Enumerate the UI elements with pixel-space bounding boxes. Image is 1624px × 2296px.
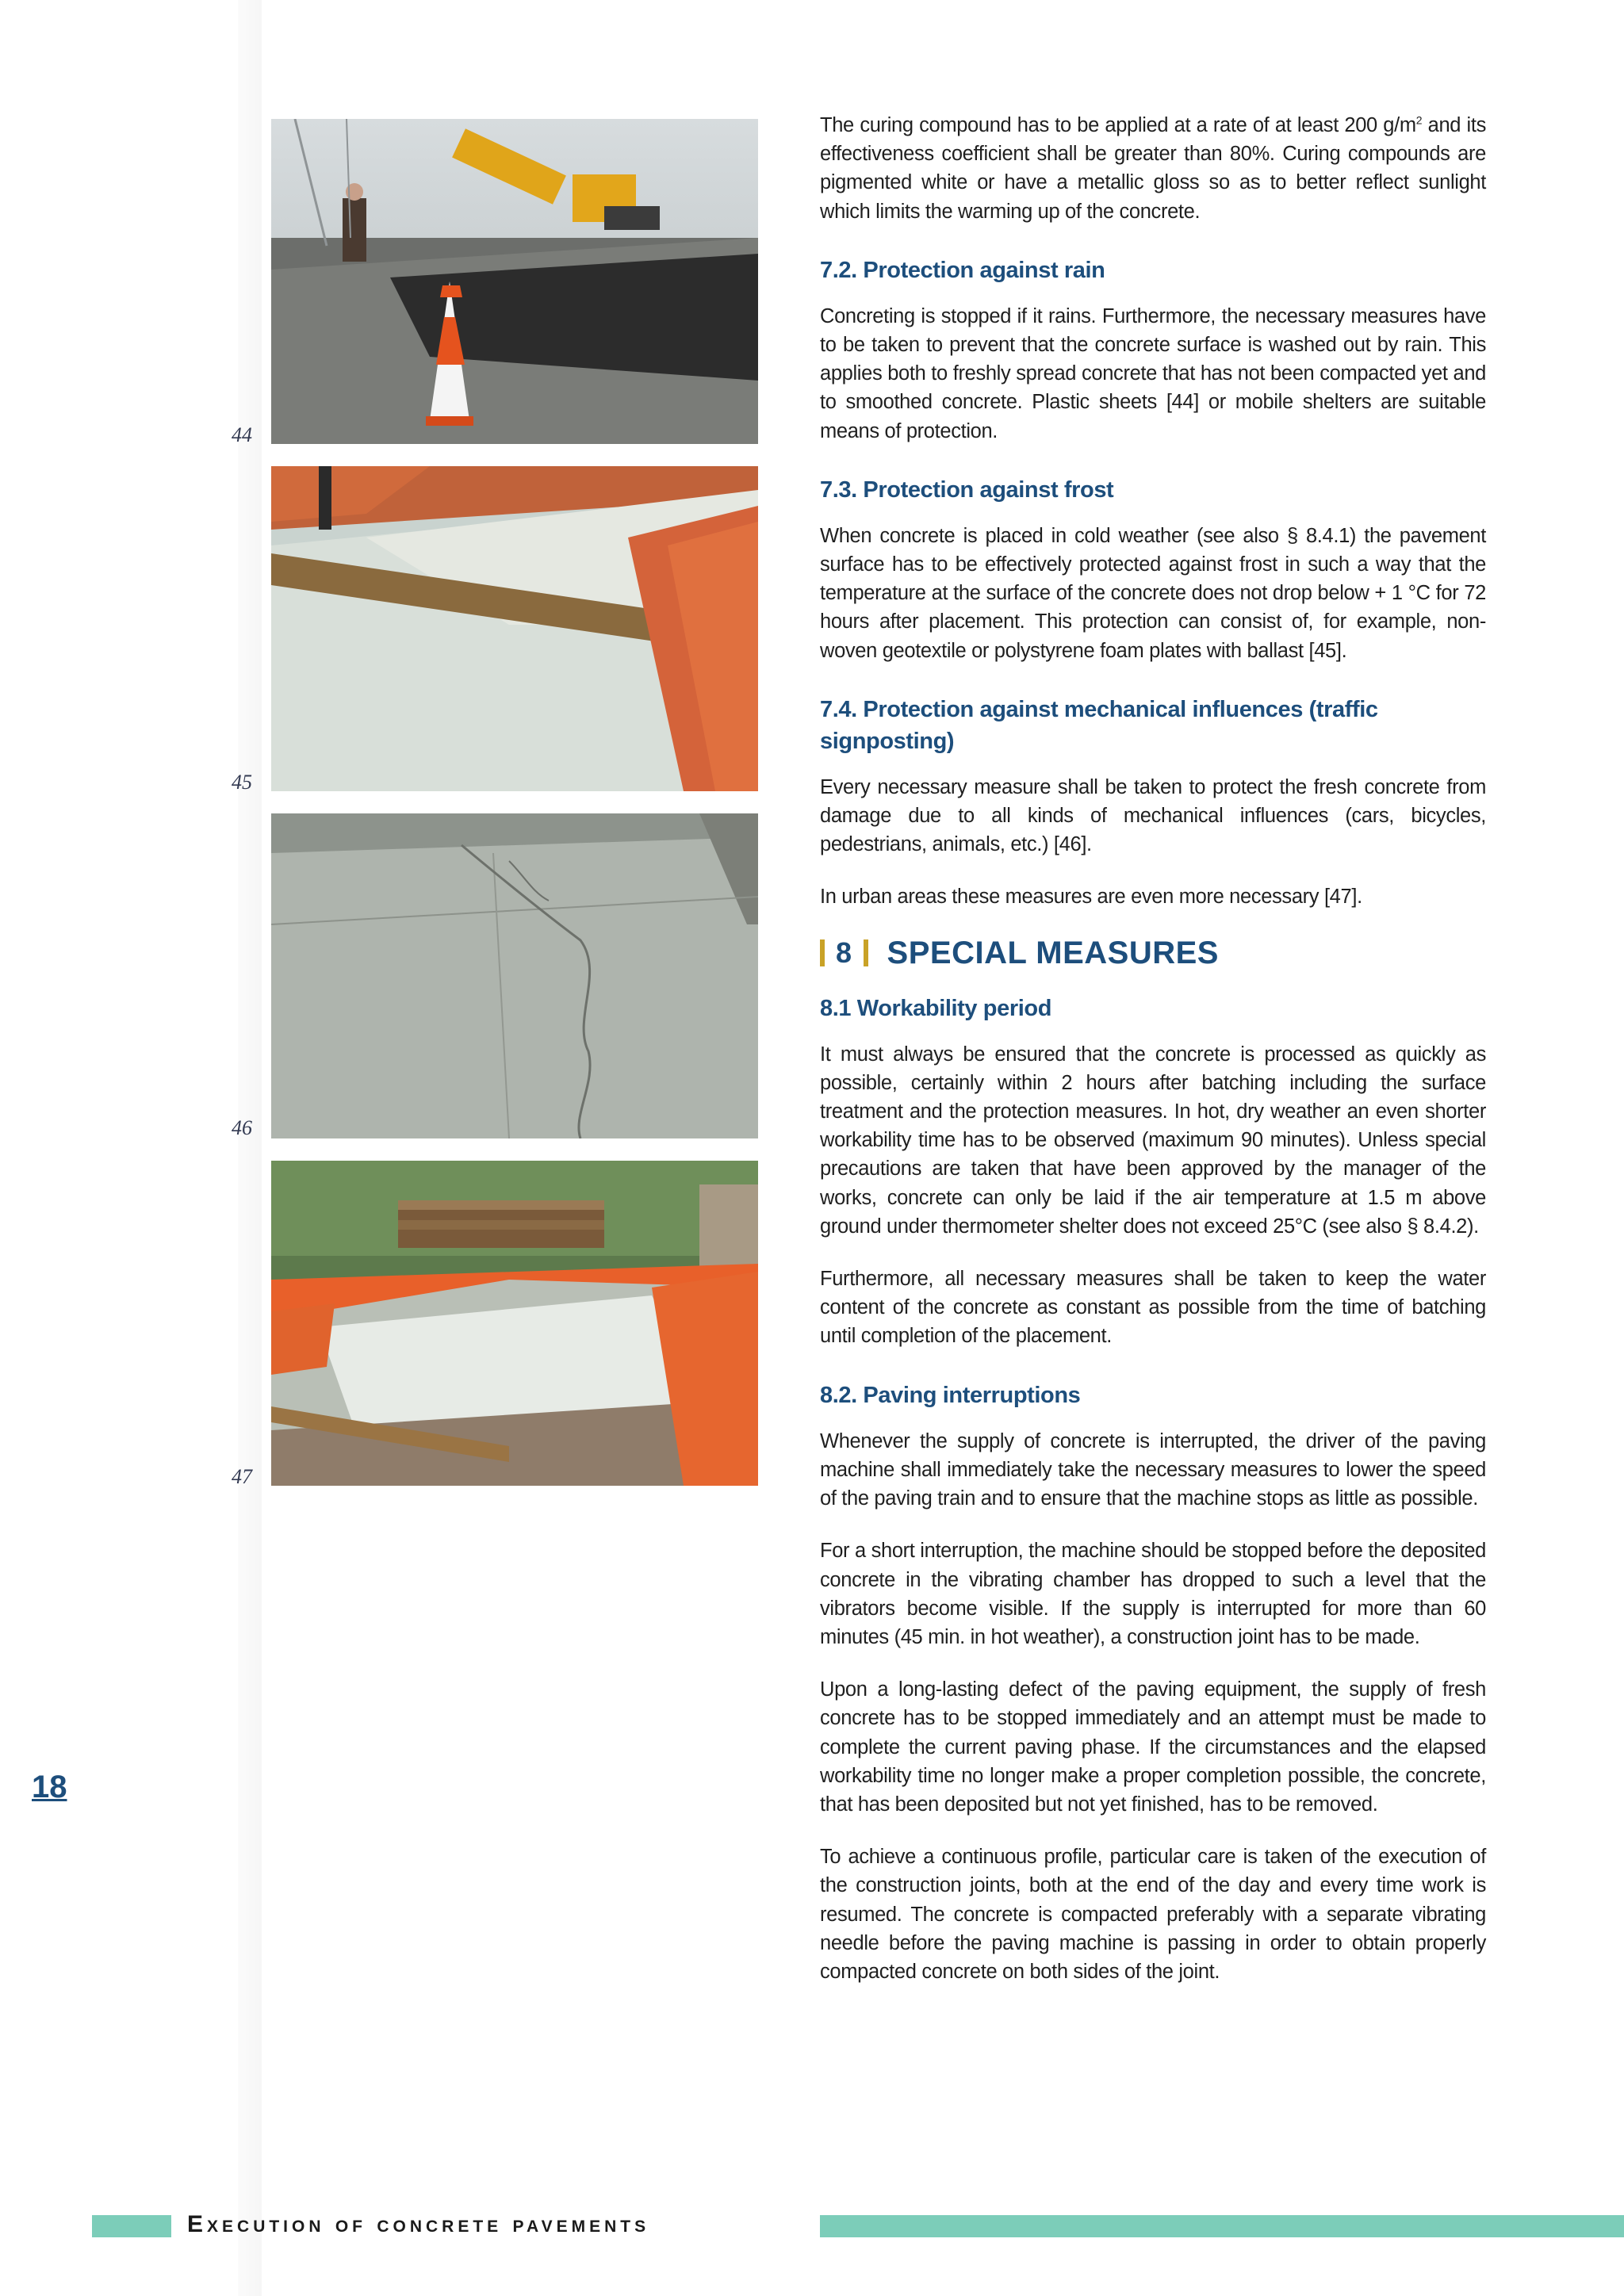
section-8-2-paragraph-3: Upon a long-lasting defect of the paving equipment, the supply of fresh concrete has to be stopped immediately and an attempt must be made to complete the current paving phase. If the circumstances and the elapsed workability time no longer make a proper completion possible, the concrete, that has been deposited but not yet finished, has to be removed. [820, 1678, 1486, 1816]
section-8-2-paragraph-1: Whenever the supply of concrete is interrupted, the driver of the paving machine shall immediately take the necessary measures to lower the speed of the paving train and to ensure that the machine stops as little as possible. [820, 1429, 1486, 1510]
chapter-heading [820, 936, 1486, 970]
footer-band-right [820, 2215, 1624, 2237]
urban-site-fence-photo [271, 1161, 758, 1486]
section-7-2-paragraph: Concreting is stopped if it rains. Furthermore, the necessary measures have to be taken to prevent that the concrete surface is washed out by rain. This applies both to freshly spread concrete that has not been compacted yet and to smoothed concrete. Plastic sheets [44] or mobile shelters are suitable means of protection. [820, 304, 1486, 442]
frost-protection-plates-photo [271, 466, 758, 791]
section-heading-7-2: 7.2. Protection against rain [820, 257, 1105, 283]
chapter-number: 8 [836, 936, 852, 969]
section-8-2-paragraph-2: For a short interruption, the machine should be stopped before the deposited concrete in the vibrating chamber has dropped to such a level that the vibrators become visible. If the supply is interrupted for more than 60 minutes (45 min. in hot weather), a construction joint has to be made. [820, 1540, 1486, 1648]
section-7-4-paragraph-2: In urban areas these measures are even more necessary [47]. [820, 886, 1362, 909]
section-heading-8-1: 8.1 Workability period [820, 995, 1052, 1021]
section-7-3-paragraph: When concrete is placed in cold weather (see also § 8.4.1) the pavement surface has to be effectively protected against frost in such a way that the temperature at the surface of the concrete does not drop below + 1 °C for 72 hours after placement. This protection can consist of, for example, non-woven geotextile or polystyrene foam plates with ballast [45]. [820, 524, 1486, 662]
chapter-title: SPECIAL MEASURES [887, 935, 1219, 970]
figure-number-44: 44 [232, 423, 252, 446]
section-8-1-paragraph-1: It must always be ensured that the concrete is processed as quickly as possible, certainly within 2 hours after batching including the surface treatment and the protection measures. In hot, dry weather an even shorter workability time has to be observed (maximum 90 minutes). Unless special precautions are taken that have been approved by the manager of the works, concrete can only be laid if the air temperature at 1.5 m above ground under thermometer shelter does not exceed 25°C (see also § 8.4.2). [820, 1043, 1486, 1238]
figure-number-45: 45 [232, 771, 252, 794]
figure-number-47: 47 [232, 1465, 252, 1488]
section-heading-7-3: 7.3. Protection against frost [820, 476, 1114, 503]
intro-superscript: 2 [1415, 113, 1423, 127]
section-8-2-paragraph-4: To achieve a continuous profile, particular care is taken of the execution of the construction joints, both at the end of the day and every time work is resumed. The concrete is compacted preferably with a separate vibrating needle before the paving machine is passing in order to obtain properly compacted concrete on both sides of the joint. [820, 1846, 1486, 1983]
chapter-bar-left [820, 939, 825, 966]
section-heading-7-4: 7.4. Protection against mechanical influences (traffic signposting) [820, 696, 1378, 754]
sidebar-band [238, 0, 262, 2296]
section-heading-8-2: 8.2. Paving interruptions [820, 1382, 1081, 1408]
photo-46 [271, 813, 758, 1138]
intro-paragraph [820, 111, 1486, 226]
chapter-bar-right [864, 939, 868, 966]
intro-text: The curing compound has to be applied at a rate of at least 200 g/m [820, 114, 1416, 136]
figure-number-46: 46 [232, 1116, 252, 1139]
section-8-1-paragraph-2: Furthermore, all necessary measures shall be taken to keep the water content of the concrete as constant as possible from the time of batching until completion of the placement. [820, 1268, 1486, 1348]
cracked-concrete-photo [271, 813, 758, 1138]
page-number: 18 [32, 1770, 67, 1804]
construction-site-rain-photo [271, 119, 758, 444]
photo-47 [271, 1161, 758, 1486]
text-column [820, 111, 1486, 2010]
section-7-4-paragraph-1: Every necessary measure shall be taken to protect the fresh concrete from damage due to all kinds of mechanical influences (cars, bicycles, pedestrians, animals, etc.) [46]. [820, 775, 1486, 856]
intro-text-continued: and its effectiveness coefficient shall be greater than 80%. Curing compounds are pigmented white or have a metallic gloss so as to better reflect sunlight which limits the warming up of the concrete. [820, 114, 1486, 223]
footer-title: Execution of concrete pavements [187, 2211, 650, 2237]
photo-44 [271, 119, 758, 444]
footer-band-left [92, 2215, 171, 2237]
photo-45 [271, 466, 758, 791]
